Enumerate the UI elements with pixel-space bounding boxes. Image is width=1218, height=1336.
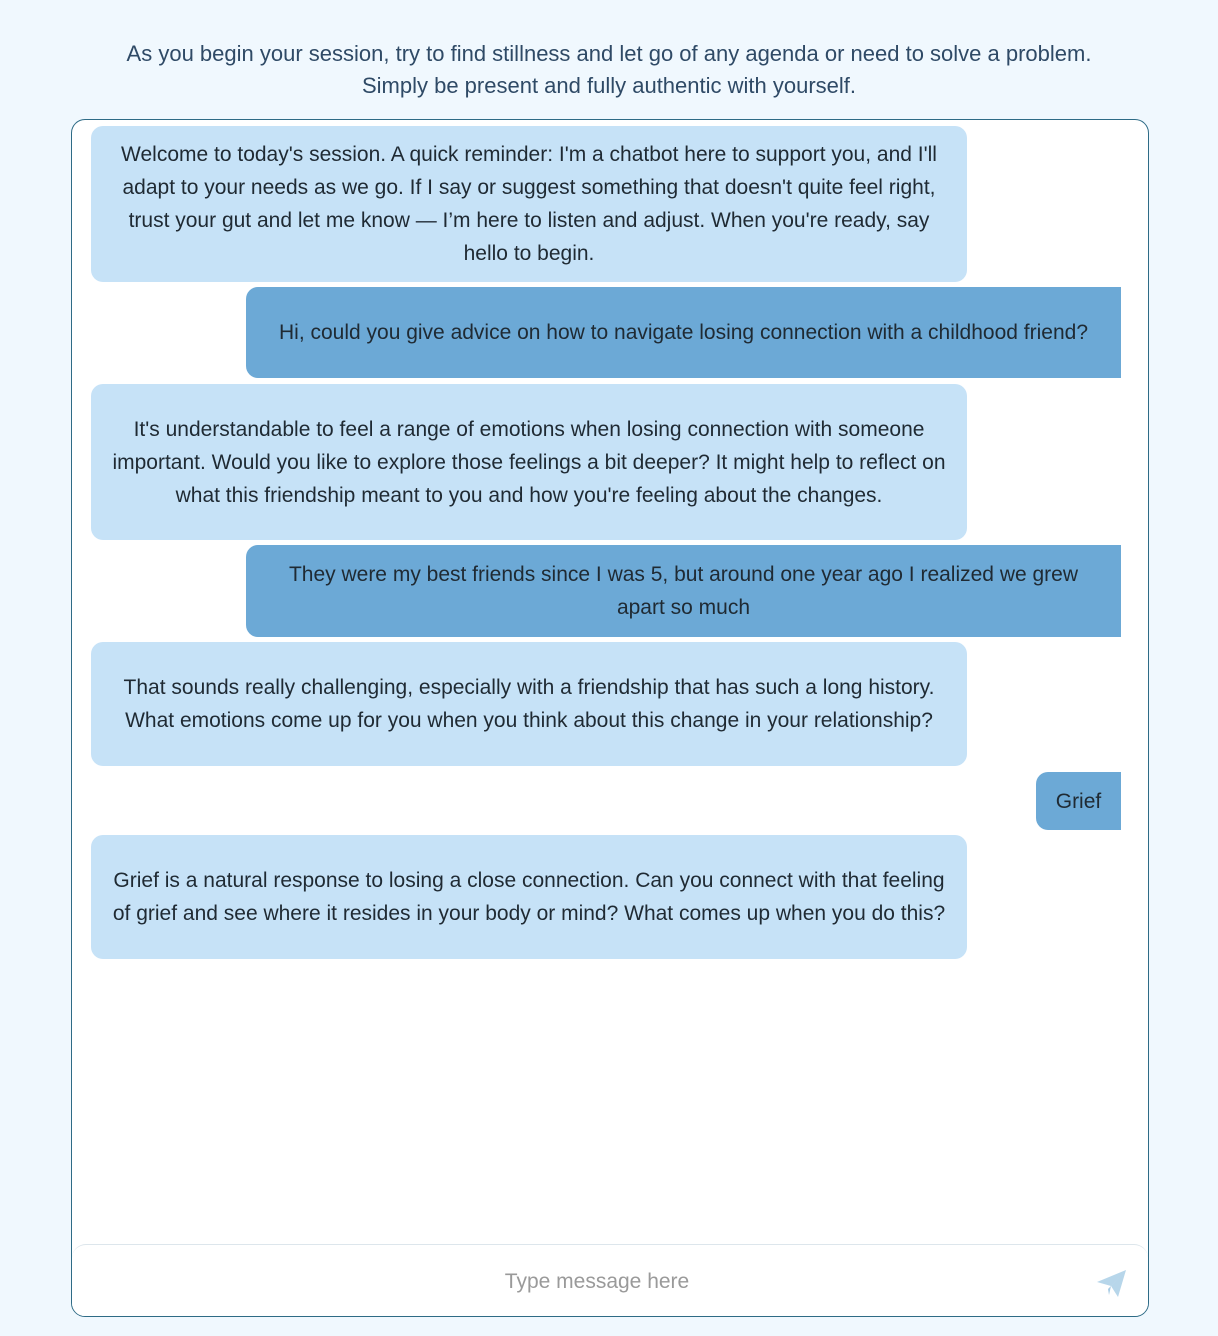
bot-message: It's understandable to feel a range of emotions when losing connection with someone important. Would you like to explore those feelings a bit deeper? It might help to reflect on what this friendship meant to you and how you're feeling about the changes.	[91, 384, 967, 540]
bot-message: Grief is a natural response to losing a close connection. Can you connect with that feeling of grief and see where it resides in your body or mind? What comes up when you do this?	[91, 835, 967, 959]
bot-message: That sounds really challenging, especially with a friendship that has such a long history. What emotions come up for you when you think about this change in your relationship?	[91, 642, 967, 766]
message-list	[72, 120, 1148, 1244]
session-intro	[40, 38, 1178, 102]
paper-plane-icon	[1094, 1265, 1130, 1301]
intro-line-1: As you begin your session, try to find stillness and let go of any agenda or need to solve a problem.	[126, 41, 1092, 66]
chat-window	[71, 119, 1149, 1317]
user-message: Grief	[1036, 772, 1121, 830]
user-message: They were my best friends since I was 5, but around one year ago I realized we grew apart so much	[246, 545, 1121, 637]
bot-message: Welcome to today's session. A quick reminder: I'm a chatbot here to support you, and I'll adapt to your needs as we go. If I say or suggest something that doesn't quite feel right, trust your gut and let me know — I’m here to listen and adjust. When you're ready, say hello to begin.	[91, 126, 967, 282]
user-message: Hi, could you give advice on how to navigate losing connection with a childhood friend?	[246, 287, 1121, 378]
message-input[interactable]	[92, 1245, 1062, 1317]
message-composer	[72, 1244, 1148, 1317]
send-button[interactable]	[1094, 1265, 1130, 1301]
intro-line-2: Simply be present and fully authentic with yourself.	[361, 73, 857, 98]
